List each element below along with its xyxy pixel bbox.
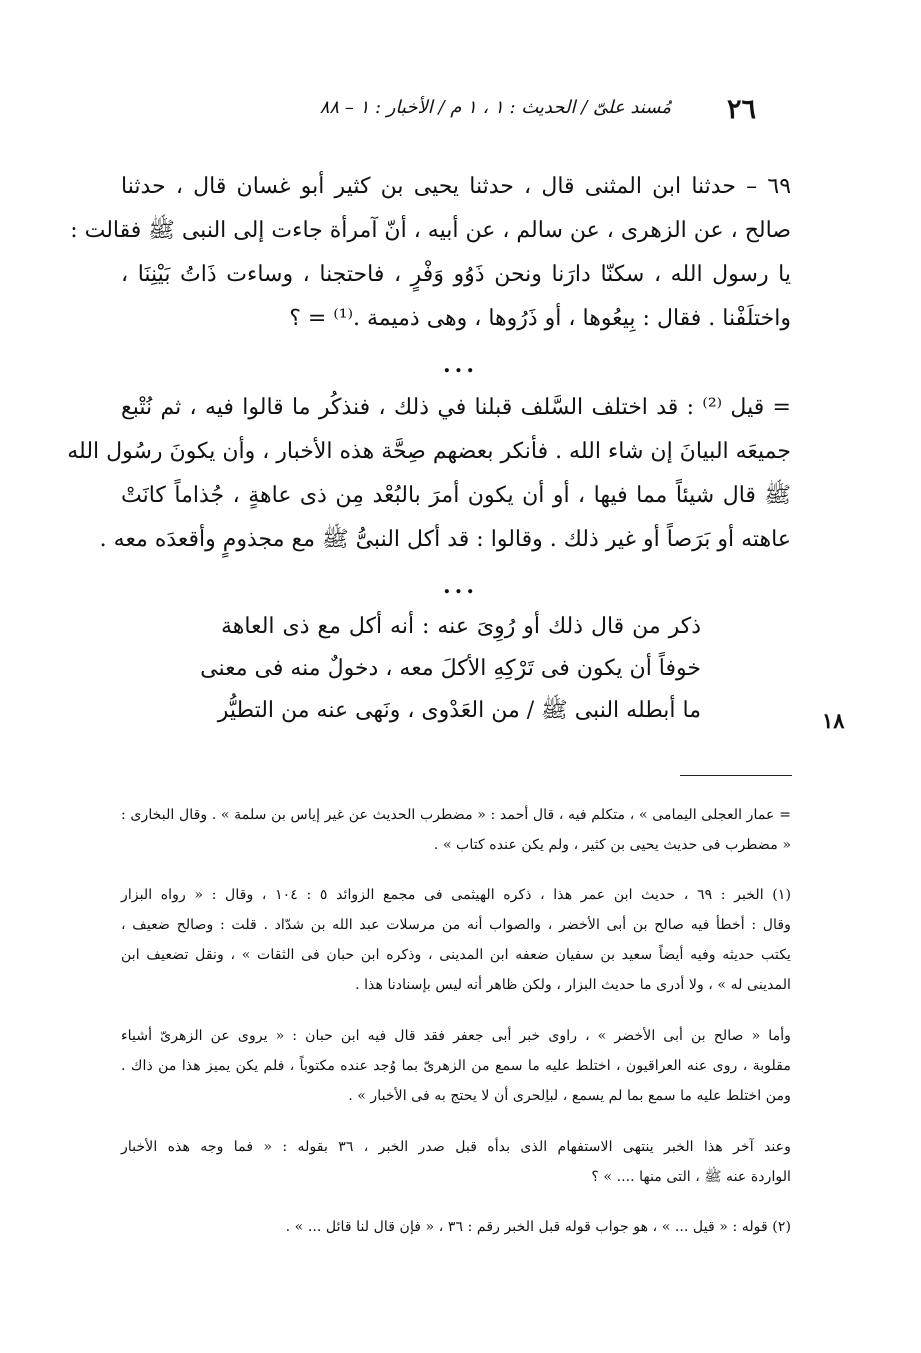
verse-line: خوفاً أن يكون فى تَرْكِهِ الأكلَ معه ، دخولٌ منه فى معنى (200, 656, 701, 681)
hadith-line: صالح ، عن الزهرى ، عن سالم ، عن أبيه ، أنّ آمرأة جاءت إلى النبى ﷺ فقالت : (70, 218, 791, 243)
footnote-line: مقلوبة ، روى عنه العراقيون ، اختلط عليه ما سمع من الزهرىّ بما وُجد عنده مكتوباً ، فلم يكن يميز هذا من ذاك . (121, 1058, 791, 1074)
footnote-line: يكتب حديثه وفيه أيضاً سعيد بن سفيان ضعفه ابن المدينى ، وذكره ابن حبان فى الثقات » ، ونقل تضعيف ابن (121, 947, 791, 963)
footnote-1-continued (121, 1021, 791, 1111)
verse-line: ذكر من قال ذلك أو رُوِىَ عنه : أنه أكل مع ذى العاهة (221, 614, 701, 639)
footnote-1 (121, 880, 791, 1000)
commentary-line: عاهته أو بَرَصاً أو غير ذلك . وقالوا : قد أكل النبىُّ ﷺ مع مجذومٍ وأقعدَه معه . (99, 527, 791, 552)
footnote-carryover (121, 800, 791, 860)
commentary-line: = قيل ⁽²⁾ : قد اختلف السَّلف قبلنا في ذلك ، فنذكُر ما قالوا فيه ، ثم نُتْبع (121, 395, 791, 420)
footnote-line: (٢) قوله : « قيل ... » ، هو جواب قوله قبل الخبر رقم : ٣٦ ، « فإن قال لنا قائل ... » . (285, 1219, 791, 1235)
hadith-line: ٦٩ – حدثنا ابن المثنى قال ، حدثنا يحيى بن كثير أبو غسان قال ، حدثنا (121, 174, 792, 199)
margin-page-marker: ١٨ (822, 708, 845, 733)
footnote-line: « مضطرب فى حديث يحيى بن كثير ، ولم يكن عنده كتاب » . (433, 837, 791, 853)
commentary-text (67, 386, 791, 562)
footnote-line: (١) الخبر : ٦٩ ، حديث ابن عمر هذا ، ذكره الهيثمى فى مجمع الزوائد ٥ : ١٠٤ ، وقال : « رواه البزار (121, 887, 791, 903)
footnote-line: وعند آخر هذا الخبر ينتهى الاستفهام الذى بدأه قبل صدر الخبر ، ٣٦ بقوله : « فما وجه هذه الأخبار (121, 1139, 791, 1155)
footnote-line: وأما « صالح بن أبى الأخضر » ، راوى خبر أبى جعفر فقد قال فيه ابن حبان : « يروى عن الزهرىّ أشياء (121, 1028, 791, 1044)
footnote-2 (121, 1212, 791, 1242)
hadith-line: واختلَفْنا . فقال : بِيعُوها ، أو ذَرُوها ، وهى ذميمة .⁽¹⁾ = ؟ (289, 306, 791, 331)
footnote-line: الواردة عنه ﷺ ، التى منها .... » ؟ (591, 1169, 791, 1185)
footnote-1-final (121, 1132, 791, 1192)
page-number: ٢٦ (726, 94, 756, 125)
footnote-line: المدينى له » ، ولا أدرى ما حديث البزار ، ولكن ظاهر أنه ليس بإسنادنا هذا . (355, 977, 791, 993)
footnote-line: = عمار العجلى اليمامى » ، متكلم فيه ، قال أحمد : « مضطرب الحديث عن غير إياس بن سلمة » . وقال البخارى : (121, 807, 791, 823)
commentary-line: جميعَه البيانَ إن شاء الله . فأنكر بعضهم صِحَّة هذه الأخبار ، وأن يكونَ رسُول الله (67, 439, 791, 464)
section-heading-verse (200, 606, 701, 732)
ellipsis-separator: ... (443, 573, 478, 599)
footnote-line: وقال : أخطأ فيه صالح بن أبى الأخضر ، والصواب أنه من مرسلات عبد الله بن شدّاد . قلت : وصالح ضعيف ، (121, 917, 791, 933)
commentary-line: ﷺ قال شيئاً مما فيها ، أو أن يكون أمرَ بالبُعْد مِن ذى عاهةٍ ، جُذاماً كانَتْ (121, 483, 791, 508)
hadith-text (70, 165, 792, 341)
running-title: مُسند علىّ / الحديث : ١ ، ١ م / الأخبار : ١ – ٨٨ (319, 97, 671, 118)
hadith-line: يا رسول الله ، سكنّا دارَنا ونحن ذَوُو وَفْرٍ ، فاحتجنا ، وساءت ذَاتُ بَيْنِنَا ، (121, 262, 791, 287)
footnote-divider (680, 775, 792, 776)
footnote-line: ومن اختلط عليه ما سمع بما لم يسمع ، لباِلحرى أن لا يحتج به فى الأخبار » . (348, 1088, 791, 1104)
verse-line: ما أبطله النبى ﷺ / من العَدْوى ، ونَهى عنه من التطيُّر (217, 698, 701, 723)
ellipsis-separator: ... (443, 352, 478, 378)
